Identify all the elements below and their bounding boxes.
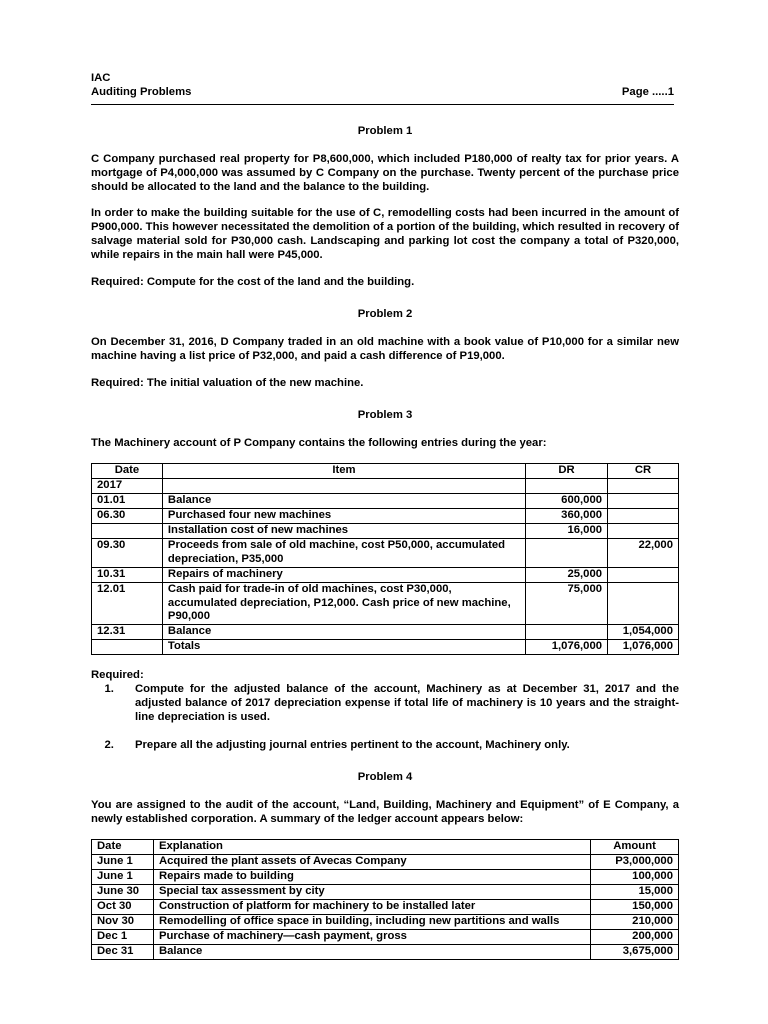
cell-amount: 3,675,000 bbox=[591, 944, 679, 959]
table-row bbox=[92, 914, 679, 929]
cell-amount: P3,000,000 bbox=[591, 855, 679, 870]
cell-dr bbox=[526, 479, 608, 494]
problem-3-required-list bbox=[91, 683, 679, 753]
cell-explanation: Repairs made to building bbox=[153, 870, 590, 885]
table-row bbox=[92, 582, 679, 625]
cell-date: 09.30 bbox=[92, 538, 163, 567]
column-header-date: Date bbox=[92, 840, 154, 855]
table-row bbox=[92, 524, 679, 539]
cell-date: 2017 bbox=[92, 479, 163, 494]
cell-cr bbox=[608, 567, 679, 582]
table-header-row bbox=[92, 464, 679, 479]
table-row bbox=[92, 900, 679, 915]
table-row-totals bbox=[92, 640, 679, 655]
cell-item: Totals bbox=[162, 640, 525, 655]
problem-1-paragraph-2: In order to make the building suitable for the use of C, remodelling costs had been incurred in the amount of P900,000. This however necessitated the demolition of a portion of the building, which resulted in recovery of salvage material sold for P30,000 cash. Landscaping and parking lot cost the company a total of P320,000, while repairs in the main hall were P45,000. bbox=[91, 207, 679, 262]
table-row bbox=[92, 625, 679, 640]
problem-3-intro: The Machinery account of P Company contains the following entries during the year: bbox=[91, 436, 547, 449]
cell-item: Cash paid for trade-in of old machines, cost P30,000, accumulated depreciation, P12,000. Cash price of new machine, P90,000 bbox=[162, 582, 525, 625]
cell-date: June 1 bbox=[92, 870, 154, 885]
cell-item: Balance bbox=[162, 494, 525, 509]
cell-amount: 210,000 bbox=[591, 914, 679, 929]
required-item-1: 1. Compute for the adjusted balance of the account, Machinery as at December 31, 2017 and the adjusted balance of 2017 depreciation expense if total life of machinery is 10 years and the straight-line depreciation is used. bbox=[117, 683, 679, 725]
cell-item bbox=[162, 479, 525, 494]
cell-amount: 100,000 bbox=[591, 870, 679, 885]
cell-amount: 15,000 bbox=[591, 885, 679, 900]
document-page bbox=[91, 72, 679, 960]
table-row bbox=[92, 944, 679, 959]
cell-date bbox=[92, 640, 163, 655]
problem-3-required-label: Required: bbox=[91, 669, 144, 682]
table-row bbox=[92, 494, 679, 509]
cell-cr: 1,054,000 bbox=[608, 625, 679, 640]
machinery-account-table bbox=[91, 463, 679, 655]
cell-explanation: Purchase of machinery—cash payment, gross bbox=[153, 929, 590, 944]
problem-1-required: Required: Compute for the cost of the land and the building. bbox=[91, 276, 415, 289]
cell-dr: 25,000 bbox=[526, 567, 608, 582]
cell-cr bbox=[608, 509, 679, 524]
cell-date: June 30 bbox=[92, 885, 154, 900]
column-header-amount: Amount bbox=[591, 840, 679, 855]
header-row bbox=[91, 86, 679, 100]
cell-cr bbox=[608, 582, 679, 625]
table-row bbox=[92, 929, 679, 944]
cell-cr bbox=[608, 524, 679, 539]
cell-amount: 150,000 bbox=[591, 900, 679, 915]
cell-date bbox=[92, 524, 163, 539]
cell-date: 01.01 bbox=[92, 494, 163, 509]
page-number: Page .....1 bbox=[621, 85, 674, 98]
problem-4-title: Problem 4 bbox=[357, 770, 413, 783]
cell-date: June 1 bbox=[92, 855, 154, 870]
cell-dr: 75,000 bbox=[526, 582, 608, 625]
cell-date: 06.30 bbox=[92, 509, 163, 524]
table-row bbox=[92, 567, 679, 582]
problem-2-required: Required: The initial valuation of the new machine. bbox=[91, 376, 364, 389]
cell-explanation: Construction of platform for machinery to be installed later bbox=[153, 900, 590, 915]
cell-item: Balance bbox=[162, 625, 525, 640]
cell-cr bbox=[608, 479, 679, 494]
table-header-row bbox=[92, 840, 679, 855]
cell-date: Dec 1 bbox=[92, 929, 154, 944]
cell-cr: 1,076,000 bbox=[608, 640, 679, 655]
cell-dr: 1,076,000 bbox=[526, 640, 608, 655]
cell-item: Purchased four new machines bbox=[162, 509, 525, 524]
cell-date: Oct 30 bbox=[92, 900, 154, 915]
column-header-dr: DR bbox=[526, 464, 608, 479]
course-code: IAC bbox=[91, 72, 111, 84]
cell-dr: 600,000 bbox=[526, 494, 608, 509]
subject-title: Auditing Problems bbox=[91, 85, 192, 98]
cell-explanation: Acquired the plant assets of Avecas Company bbox=[153, 855, 590, 870]
problem-2-paragraph-1: On December 31, 2016, D Company traded in an old machine with a book value of P10,000 for a similar new machine having a list price of P32,000, and paid a cash difference of P19,000. bbox=[91, 335, 679, 362]
cell-date: Dec 31 bbox=[92, 944, 154, 959]
cell-item: Proceeds from sale of old machine, cost P50,000, accumulated depreciation, P35,000 bbox=[162, 538, 525, 567]
required-item-2: 2. Prepare all the adjusting journal entries pertinent to the account, Machinery only. bbox=[117, 739, 679, 753]
cell-item: Installation cost of new machines bbox=[162, 524, 525, 539]
cell-explanation: Remodelling of office space in building, including new partitions and walls bbox=[153, 914, 590, 929]
table-row bbox=[92, 509, 679, 524]
cell-dr: 16,000 bbox=[526, 524, 608, 539]
column-header-date: Date bbox=[92, 464, 163, 479]
problem-1-title: Problem 1 bbox=[357, 124, 413, 137]
cell-cr bbox=[608, 494, 679, 509]
table-row bbox=[92, 885, 679, 900]
table-row bbox=[92, 870, 679, 885]
column-header-item: Item bbox=[162, 464, 525, 479]
cell-date: 12.31 bbox=[92, 625, 163, 640]
cell-item: Repairs of machinery bbox=[162, 567, 525, 582]
cell-amount: 200,000 bbox=[591, 929, 679, 944]
problem-1-paragraph-1: C Company purchased real property for P8,600,000, which included P180,000 of realty tax for prior years. A mortgage of P4,000,000 was assumed by C Company on the purchase. Twenty percent of the purchase price should be allocated to the land and the balance to the building. bbox=[91, 152, 679, 193]
header-rule bbox=[91, 104, 674, 105]
ledger-summary-table bbox=[91, 839, 679, 959]
cell-date: Nov 30 bbox=[92, 914, 154, 929]
problem-4-intro: You are assigned to the audit of the account, “Land, Building, Machinery and Equipment” of E Company, a newly established corporation. A summary of the ledger account appears below: bbox=[91, 798, 679, 825]
table-row bbox=[92, 479, 679, 494]
cell-explanation: Balance bbox=[153, 944, 590, 959]
cell-date: 12.01 bbox=[92, 582, 163, 625]
problem-3-title: Problem 3 bbox=[357, 408, 413, 421]
column-header-cr: CR bbox=[608, 464, 679, 479]
cell-dr bbox=[526, 625, 608, 640]
table-row bbox=[92, 538, 679, 567]
cell-dr: 360,000 bbox=[526, 509, 608, 524]
problem-2-title: Problem 2 bbox=[357, 307, 413, 320]
column-header-explanation: Explanation bbox=[153, 840, 590, 855]
cell-date: 10.31 bbox=[92, 567, 163, 582]
table-row bbox=[92, 855, 679, 870]
cell-explanation: Special tax assessment by city bbox=[153, 885, 590, 900]
cell-cr: 22,000 bbox=[608, 538, 679, 567]
cell-dr bbox=[526, 538, 608, 567]
